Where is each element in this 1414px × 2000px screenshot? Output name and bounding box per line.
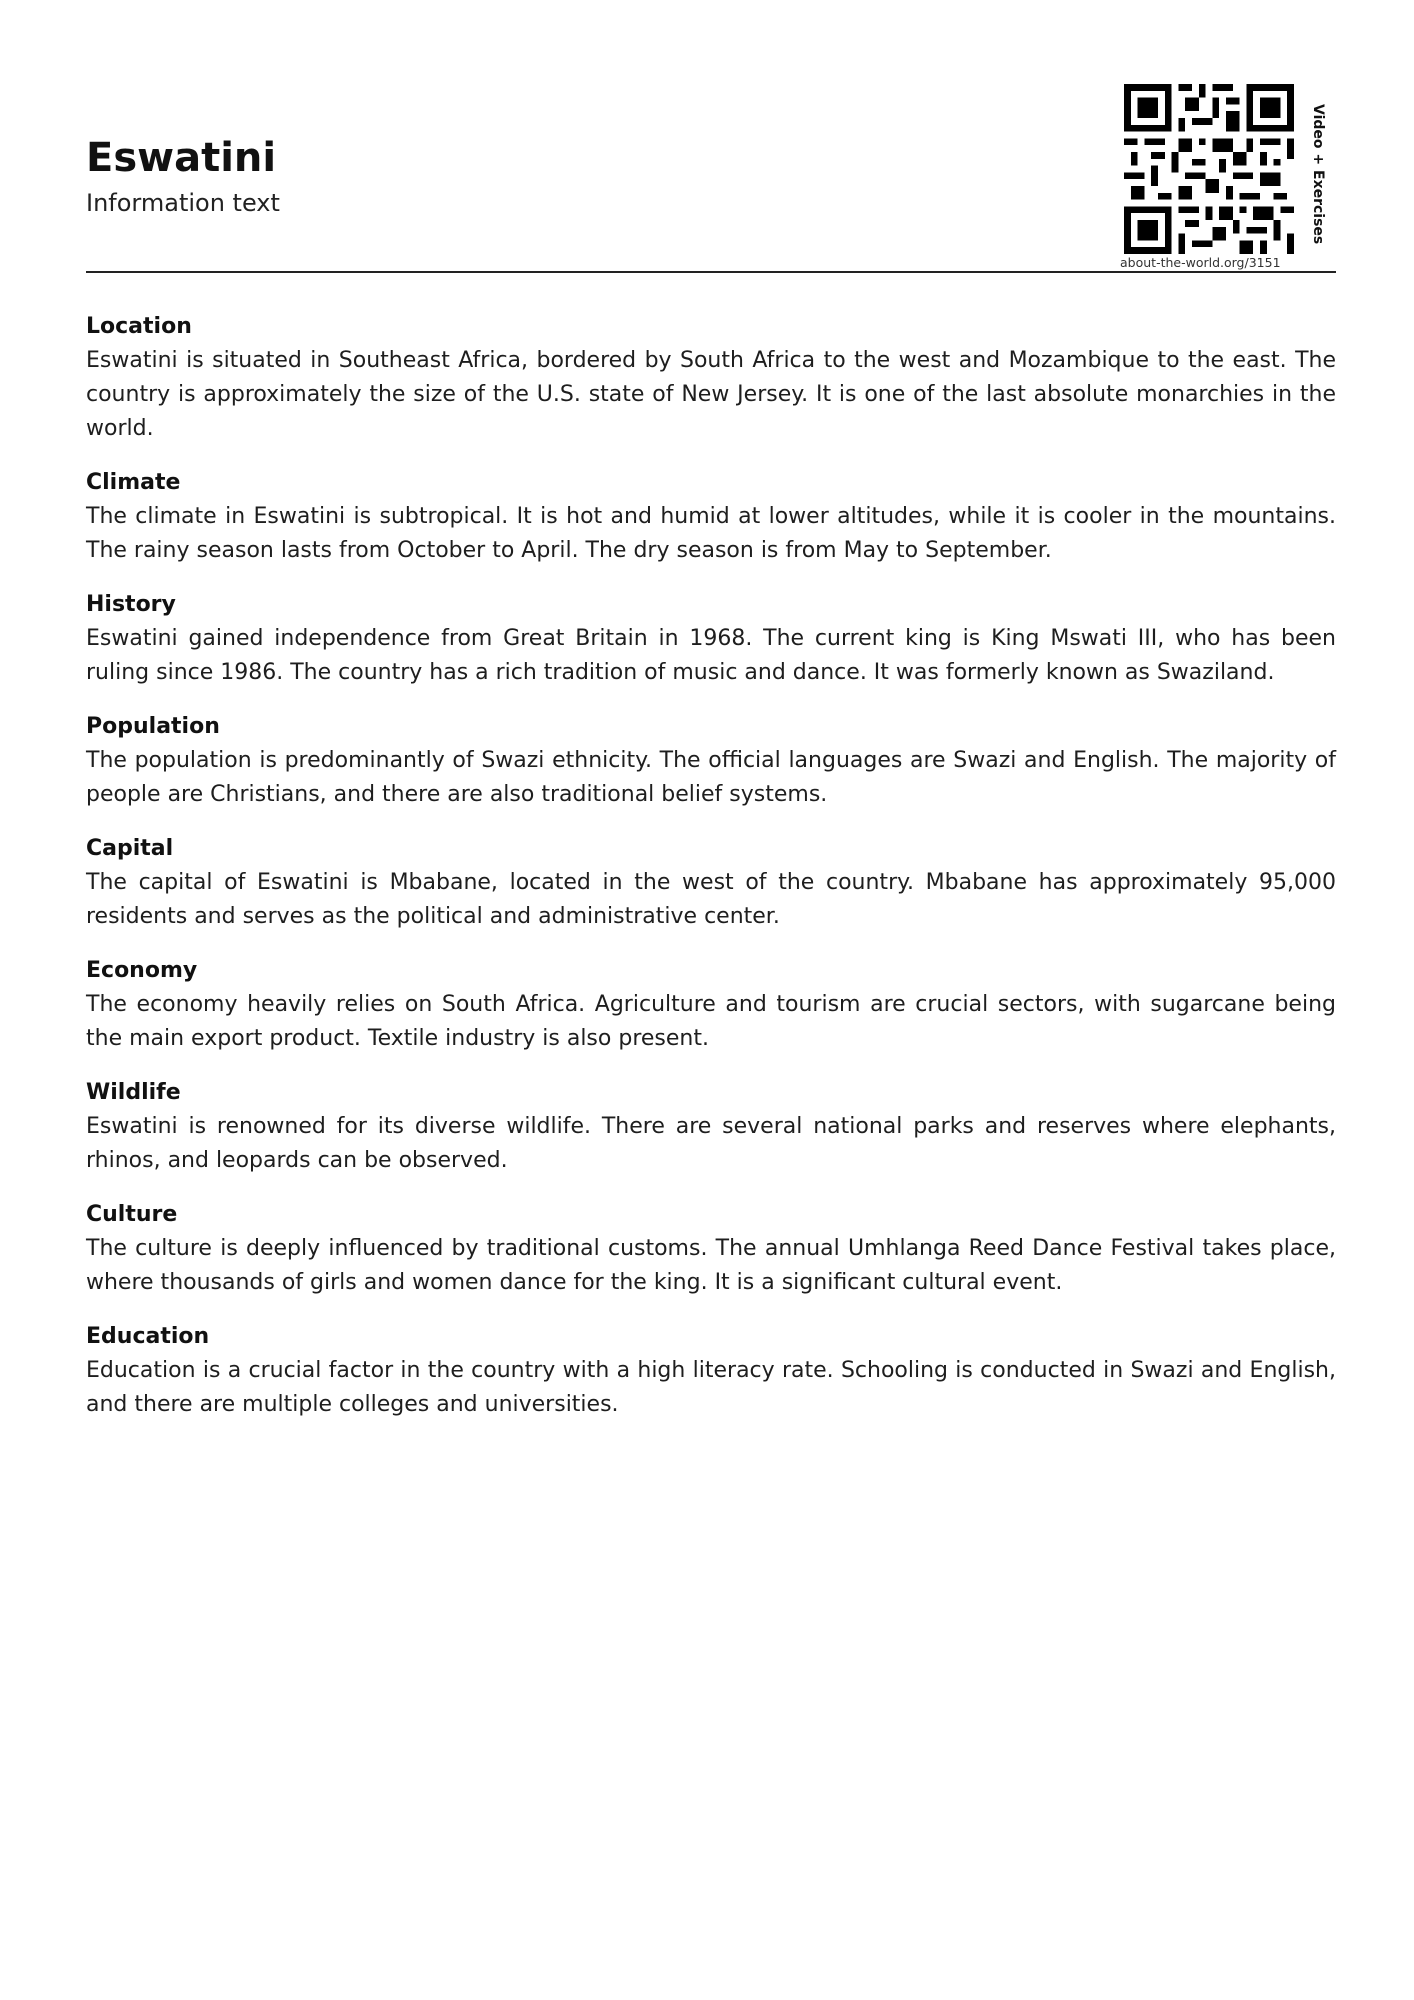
section-text: Eswatini is renowned for its diverse wildlife. There are several national parks and reserves where elephants, rhinos, and leopards can be observed.	[86, 1114, 1336, 1173]
section-heading: Location	[86, 314, 192, 339]
section-heading: Culture	[86, 1202, 178, 1227]
section-heading: Wildlife	[86, 1080, 181, 1105]
section-heading: Climate	[86, 470, 181, 495]
section-population	[86, 710, 1336, 812]
video-exercises-label: Video + Exercises	[1310, 104, 1326, 245]
section-economy	[86, 954, 1336, 1056]
qr-code-icon[interactable]	[1124, 84, 1294, 254]
section-history	[86, 588, 1336, 690]
section-heading: Education	[86, 1324, 210, 1349]
section-text: The capital of Eswatini is Mbabane, located in the west of the country. Mbabane has approximately 95,000 residents and serves as the political and administrative center.	[86, 870, 1336, 929]
section-location	[86, 310, 1336, 446]
section-education	[86, 1320, 1336, 1422]
page-title: Eswatini	[86, 135, 277, 181]
section-heading: History	[86, 592, 176, 617]
section-heading: Population	[86, 714, 220, 739]
section-wildlife	[86, 1076, 1336, 1178]
section-text: The culture is deeply influenced by traditional customs. The annual Umhlanga Reed Dance Festival takes place, where thousands of girls and women dance for the king. It is a significant cultural event.	[86, 1236, 1336, 1295]
section-capital	[86, 832, 1336, 934]
section-text: Eswatini is situated in Southeast Africa, bordered by South Africa to the west and Mozambique to the east. The country is approximately the size of the U.S. state of New Jersey. It is one of the last absolute monarchies in the world.	[86, 348, 1336, 441]
section-text: The climate in Eswatini is subtropical. It is hot and humid at lower altitudes, while it is cooler in the mountains. The rainy season lasts from October to April. The dry season is from May to September.	[86, 504, 1336, 563]
section-text: Education is a crucial factor in the country with a high literacy rate. Schooling is conducted in Swazi and English, and there are multiple colleges and universities.	[86, 1358, 1336, 1417]
section-text: The economy heavily relies on South Africa. Agriculture and tourism are crucial sectors, with sugarcane being the main export product. Textile industry is also present.	[86, 992, 1336, 1051]
section-heading: Economy	[86, 958, 198, 983]
section-text: Eswatini gained independence from Great Britain in 1968. The current king is King Mswati III, who has been ruling since 1986. The country has a rich tradition of music and dance. It was formerly known as Swaziland.	[86, 626, 1336, 685]
qr-link-block[interactable]	[1120, 84, 1294, 270]
header-divider	[86, 271, 1336, 273]
page-subtitle: Information text	[86, 189, 280, 217]
section-climate	[86, 466, 1336, 568]
section-heading: Capital	[86, 836, 174, 861]
article-body	[86, 310, 1336, 1442]
section-culture	[86, 1198, 1336, 1300]
qr-url-link[interactable]: about-the-world.org/3151	[1120, 255, 1281, 270]
section-text: The population is predominantly of Swazi ethnicity. The official languages are Swazi and English. The majority of people are Christians, and there are also traditional belief systems.	[86, 748, 1336, 807]
